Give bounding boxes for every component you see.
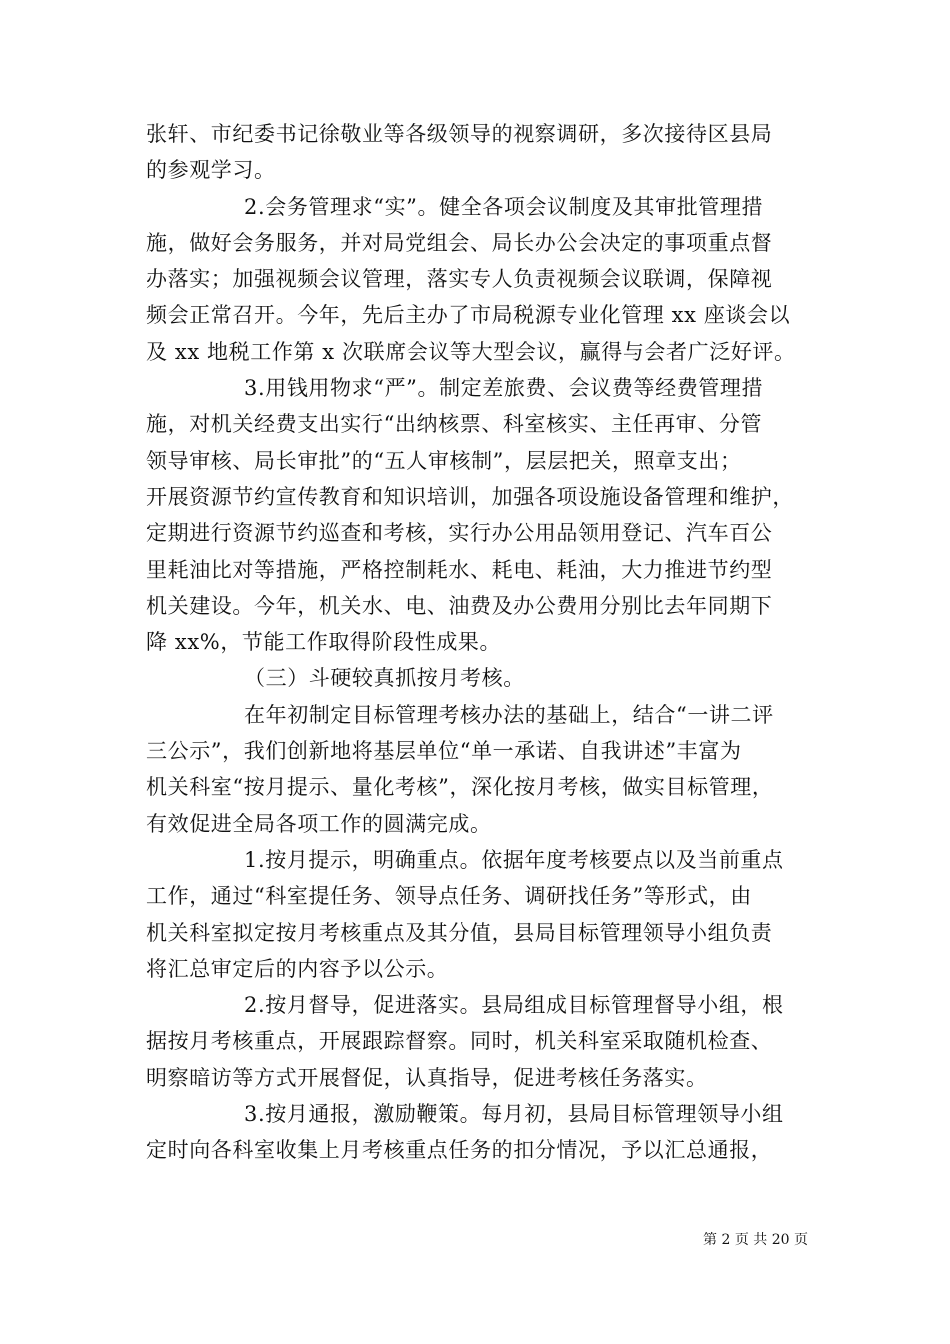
paragraph-start-line: 1.按月提示，明确重点。依据年度考核要点以及当前重点	[244, 847, 784, 872]
text-line: 据按月考核重点，开展跟踪督察。同时，机关科室采取随机检查、	[146, 1029, 773, 1054]
paragraph-start-line: 2.按月督导，促进落实。县局组成目标管理督导小组，根	[244, 993, 784, 1018]
text-line: 工作，通过“科室提任务、领导点任务、调研找任务”等形式，由	[146, 884, 752, 909]
text-line: 机关建设。今年，机关水、电、油费及办公费用分别比去年同期下	[146, 593, 773, 618]
text-line: 施，对机关经费支出实行“出纳核票、科室核实、主任再审、分管	[146, 412, 763, 437]
text-line: 将汇总审定后的内容予以公示。	[146, 956, 449, 981]
document-body	[146, 116, 810, 1169]
paragraph-start-line: 3.用钱用物求“严”。制定差旅费、会议费等经费管理措	[244, 376, 764, 401]
text-line: 领导审核、局长审批”的“五人审核制”，层层把关，照章支出；	[146, 448, 742, 473]
text-line: 定期进行资源节约巡查和考核，实行办公用品领用登记、汽车百公	[146, 521, 773, 546]
text-line: 频会正常召开。今年，先后主办了市局税源专业化管理 xx 座谈会以	[146, 303, 791, 328]
paragraph-start-line: 2.会务管理求“实”。健全各项会议制度及其审批管理措	[244, 194, 764, 219]
text-line: 施，做好会务服务，并对局党组会、局长办公会决定的事项重点督	[146, 230, 773, 255]
text-line: 开展资源节约宣传教育和知识培训，加强各项设施设备管理和维护，	[146, 484, 794, 509]
section-heading: （三）斗硬较真抓按月考核。	[244, 666, 525, 691]
text-line: 机关科室拟定按月考核重点及其分值，县局目标管理领导小组负责	[146, 920, 773, 945]
text-line: 张轩、市纪委书记徐敬业等各级领导的视察调研，多次接待区县局	[146, 122, 773, 146]
text-line: 办落实；加强视频会议管理，落实专人负责视频会议联调，保障视	[146, 267, 773, 292]
text-line: 定时向各科室收集上月考核重点任务的扣分情况，予以汇总通报，	[146, 1138, 773, 1163]
text-line: 明察暗访等方式开展督促，认真指导，促进考核任务落实。	[146, 1065, 708, 1090]
text-line: 三公示”，我们创新地将基层单位“单一承诺、自我讲述”丰富为	[146, 739, 742, 764]
text-line: 里耗油比对等措施，严格控制耗水、耗电、耗油，大力推进节约型	[146, 557, 773, 582]
text-line: 的参观学习。	[146, 158, 276, 183]
page-number-footer: 第 2 页 共 20 页	[703, 1232, 808, 1248]
paragraph-start-line: 3.按月通报，激励鞭策。每月初，县局目标管理领导小组	[244, 1102, 784, 1127]
text-line: 机关科室“按月提示、量化考核”，深化按月考核，做实目标管理，	[146, 775, 774, 800]
text-line: 降 xx%，节能工作取得阶段性成果。	[146, 630, 502, 655]
paragraph-start-line: 在年初制定目标管理考核办法的基础上，结合“一讲二评	[244, 702, 774, 727]
text-line: 及 xx 地税工作第 x 次联席会议等大型会议，赢得与会者广泛好评。	[146, 339, 796, 364]
text-line: 有效促进全局各项工作的圆满完成。	[146, 811, 492, 836]
